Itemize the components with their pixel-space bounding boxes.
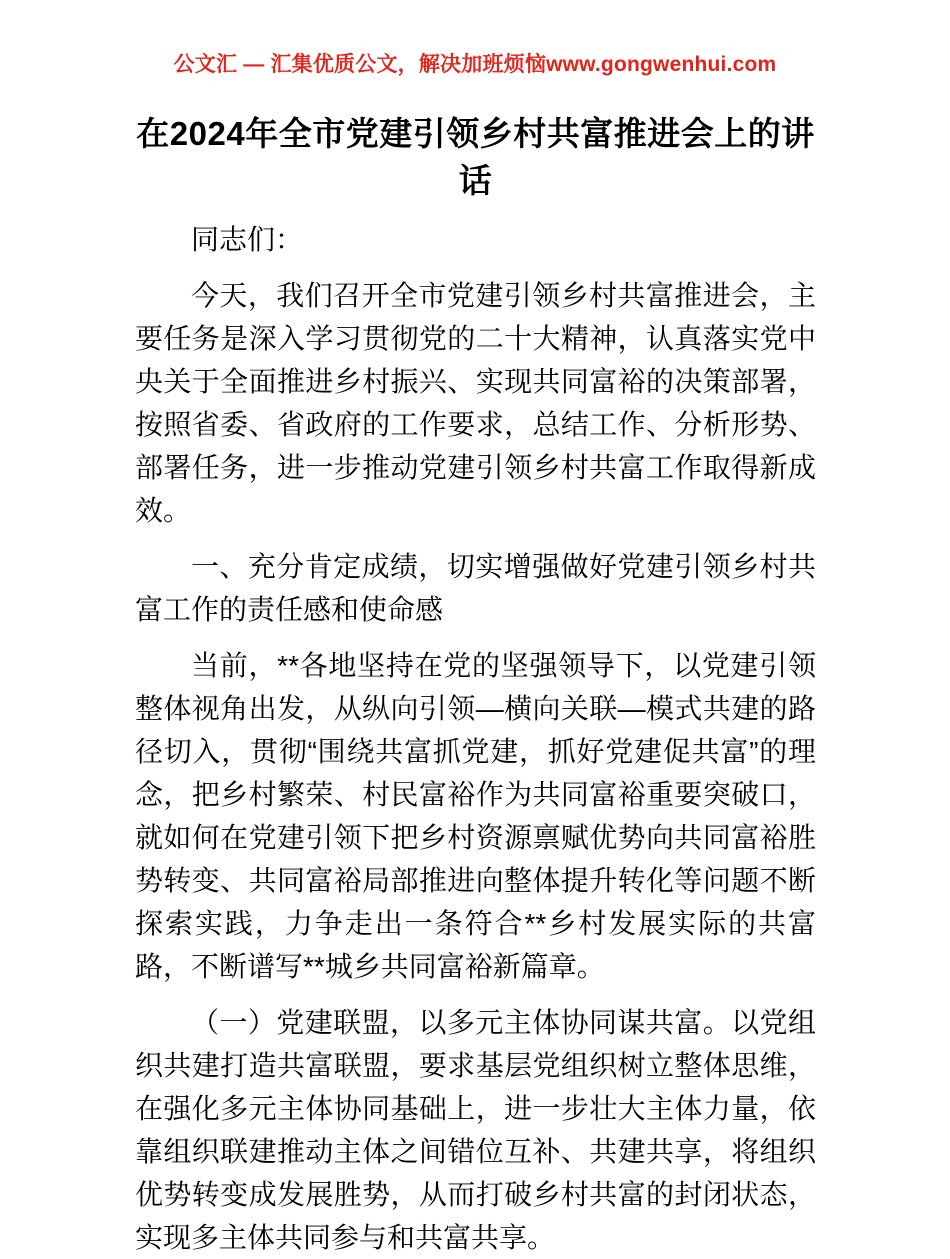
subsection-heading-one-party-alliance: （一）党建联盟，以多元主体协同谋共富。以党组织共建打造共富联盟，要求基层党组织树立整体思维，在强化多元主体协同基础上，进一步壮大主体力量，依靠组织联建推动主体之间错位互补、共建共享，将组织优势转变成发展胜势，从而打破乡村共富的封闭状态，实现多主体共同参与和共富共享。: [135, 1007, 816, 1253]
paragraph-current-status: 当前，**各地坚持在党的坚强领导下，以党建引领整体视角出发，从纵向引领—横向关联—模式共建的路径切入，贯彻“围绕共富抓党建，抓好党建促共富”的理念，把乡村繁荣、村民富裕作为共同富裕重要突破口，就如何在党建引领下把乡村资源禀赋优势向共同富裕胜势转变、共同富裕局部推进向整体提升转化等问题不断探索实践，力争走出一条符合**乡村发展实际的共富路，不断谱写**城乡共同富裕新篇章。: [135, 650, 816, 982]
document-content: [135, 110, 816, 1259]
salutation: 同志们：: [191, 224, 304, 255]
paragraph-opening: 今天，我们召开全市党建引领乡村共富推进会，主要任务是深入学习贯彻党的二十大精神，认真落实党中央关于全面推进乡村振兴、实现共同富裕的决策部署，按照省委、省政府的工作要求，总结工作、分析形势、部署任务，进一步推动党建引领乡村共富工作取得新成效。: [135, 280, 816, 526]
site-brand-url: www.gongwenhui.com: [546, 53, 777, 76]
site-brand-text: 公文汇 — 汇集优质公文，解决加班烦恼: [173, 53, 547, 76]
section-heading-one: 一、充分肯定成绩，切实增强做好党建引领乡村共富工作的责任感和使命感: [135, 551, 816, 625]
document-title: 在2024年全市党建引领乡村共富推进会上的讲话: [136, 115, 815, 199]
site-watermark-header: [0, 52, 950, 78]
